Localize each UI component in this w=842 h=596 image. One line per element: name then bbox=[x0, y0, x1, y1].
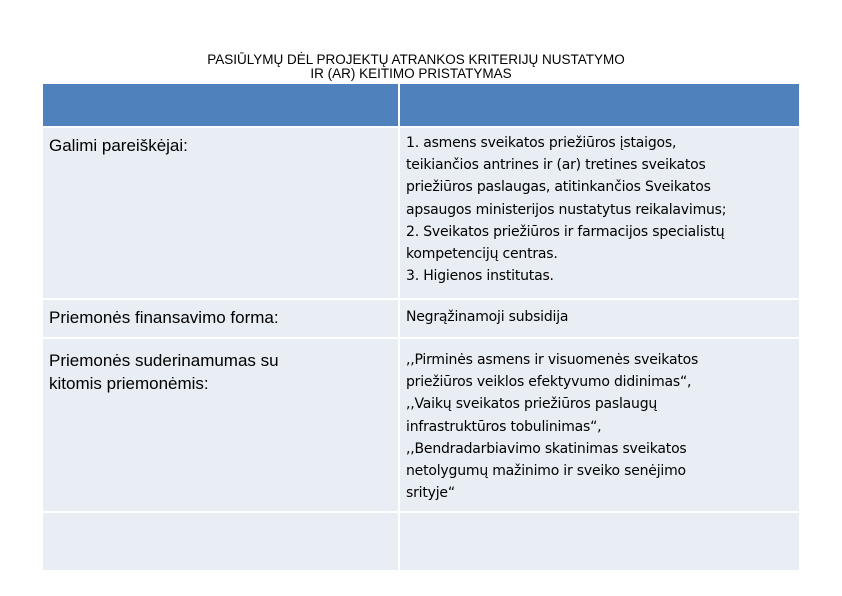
criteria-table bbox=[41, 82, 801, 572]
empty-cell-right bbox=[399, 512, 800, 571]
empty-cell-left bbox=[42, 512, 399, 571]
label-line: Priemonės suderinamumas su bbox=[49, 351, 279, 370]
value-line: ,,Vaikų sveikatos priežiūros paslaugų bbox=[406, 396, 658, 413]
row-value-cell bbox=[399, 338, 800, 512]
value-line: priežiūros veiklos efektyvumo didinimas“, bbox=[406, 374, 692, 391]
value-line: 1. asmens sveikatos priežiūros įstaigos, bbox=[406, 135, 677, 151]
header-cell-right bbox=[399, 83, 800, 127]
row-value-cell bbox=[399, 127, 800, 299]
applicants-value bbox=[400, 128, 799, 291]
document-title bbox=[152, 52, 672, 80]
header-cell-left bbox=[42, 83, 399, 127]
financing-form-label: Priemonės finansavimo forma: bbox=[49, 308, 279, 327]
value-line: 3. Higienos institutas. bbox=[406, 268, 554, 285]
table-row bbox=[42, 127, 800, 299]
value-line: Negrąžinamoji subsidija bbox=[406, 309, 569, 325]
row-label-cell bbox=[42, 338, 399, 512]
title-line-1: PASIŪLYMŲ DĖL PROJEKTŲ ATRANKOS KRITERIJŲ NUSTATYMO bbox=[207, 52, 625, 67]
value-line: infrastruktūros tobulinimas“, bbox=[406, 418, 602, 435]
financing-form-value bbox=[400, 300, 799, 332]
value-line: apsaugos ministerijos nustatytus reikalavimus; bbox=[406, 201, 727, 218]
value-line: priežiūros paslaugas, atitinkančios Sveikatos bbox=[406, 179, 711, 196]
title-line-2: IR (AR) KEITIMO PRISTATYMAS bbox=[310, 66, 512, 81]
compatibility-label bbox=[43, 339, 398, 399]
label-line: kitomis priemonėmis: bbox=[49, 374, 209, 393]
compatibility-value bbox=[400, 339, 799, 508]
value-line: ,,Bendradarbiavimo skatinimas sveikatos bbox=[406, 440, 687, 457]
value-line: teikiančios antrines ir (ar) tretines sveikatos bbox=[406, 157, 706, 174]
value-line: 2. Sveikatos priežiūros ir farmacijos specialistų bbox=[406, 223, 725, 240]
row-value-cell bbox=[399, 299, 800, 338]
value-line: ,,Pirminės asmens ir visuomenės sveikatos bbox=[406, 352, 699, 368]
table-row bbox=[42, 299, 800, 338]
value-line: kompetencijų centras. bbox=[406, 246, 558, 263]
row-label-cell bbox=[42, 299, 399, 338]
value-line: netolygumų mažinimo ir sveiko senėjimo bbox=[406, 463, 686, 480]
table-row-empty bbox=[42, 512, 800, 571]
row-label-cell bbox=[42, 127, 399, 299]
applicants-label: Galimi pareiškėjai: bbox=[49, 136, 188, 155]
table-row bbox=[42, 338, 800, 512]
table-header-row bbox=[42, 83, 800, 127]
value-line: srityje“ bbox=[406, 485, 455, 502]
